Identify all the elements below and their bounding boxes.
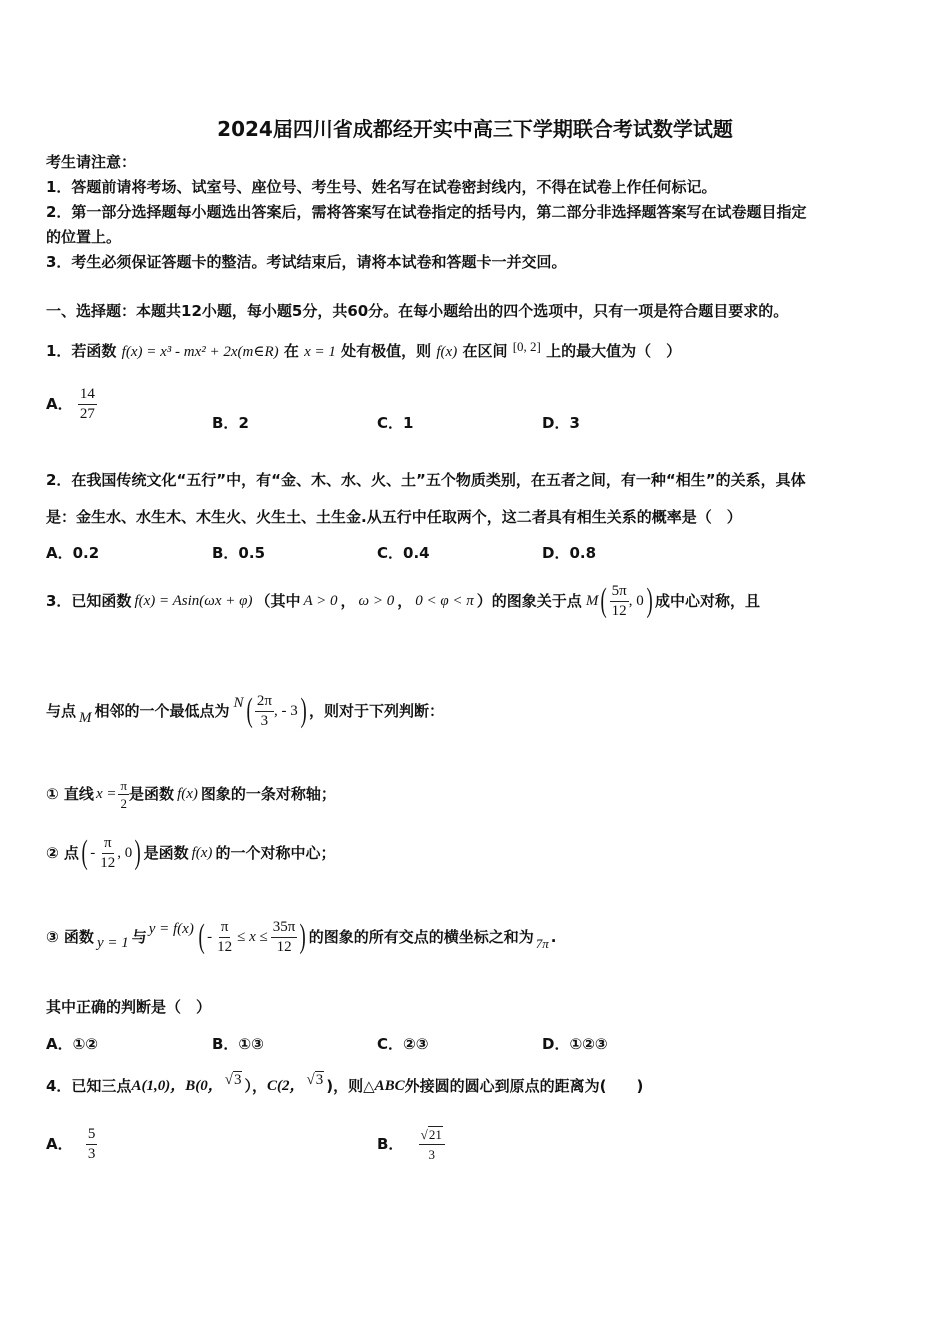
q3-j3-fraction-2 bbox=[271, 919, 298, 956]
q2-option-d[interactable]: D．0.8 bbox=[542, 544, 597, 562]
q3-j2-minus: - bbox=[90, 845, 96, 861]
q3-text-7: ，则对于下列判断： bbox=[309, 702, 445, 720]
q1-function-formula: f(x) = x³ - mx² + 2x(m∈R) bbox=[121, 344, 279, 360]
question-3-stem: 3．已知函数 f(x) = Asin(ωx + φ) （其中 A > 0 ， ω > 0 ， 0 < φ < π ）的图象关于点 M ( $\frac{5\pi}{12}$ , 0 ) 成中心对称，且 bbox=[46, 582, 761, 619]
fraction-numerator: 5π bbox=[610, 583, 629, 602]
q3-j3-value: 7π bbox=[535, 936, 549, 951]
q3-option-d[interactable]: D．①②③ bbox=[542, 1035, 608, 1053]
q1-option-b-label: B． bbox=[212, 414, 239, 432]
q4-option-b-label: B． bbox=[377, 1135, 404, 1153]
q4-option-b-sqrt: √21 bbox=[420, 1127, 442, 1142]
q1-option-a-label: A． bbox=[46, 395, 73, 413]
q3-text-6: 相邻的一个最低点为 bbox=[94, 702, 230, 720]
fraction-numerator: 5 bbox=[87, 1126, 96, 1142]
notice-item-2-cont: 的位置上。 bbox=[46, 228, 122, 246]
q3-j3-end: . bbox=[550, 928, 557, 946]
q3-j2-text-3: 的一个对称中心； bbox=[215, 844, 336, 862]
q3-function-formula: f(x) = Asin(ωx + φ) bbox=[134, 593, 253, 609]
q3-j1-text-2: 是函数 bbox=[129, 785, 175, 803]
q3-j3-text-3: 的图象的所有交点的横坐标之和为 bbox=[308, 928, 534, 946]
fraction-denominator: 27 bbox=[79, 406, 95, 422]
q4-point-a: A(1,0)， bbox=[131, 1078, 186, 1094]
q4-point-c: C(2， bbox=[266, 1078, 305, 1094]
q1-text-1: 1．若函数 bbox=[46, 342, 117, 360]
q3-j1-fx: f(x) bbox=[177, 786, 198, 802]
q3-j1-fraction bbox=[118, 778, 129, 811]
q1-option-a-fraction bbox=[78, 386, 97, 423]
q3-point-m: M bbox=[585, 593, 599, 609]
sqrt-radicand: 3 bbox=[233, 1072, 242, 1088]
fraction-denominator: 12 bbox=[217, 938, 233, 955]
q3-option-a[interactable]: A．①② bbox=[46, 1035, 99, 1053]
q3-point-n-tail: , - 3 bbox=[273, 703, 298, 719]
fraction-numerator: π bbox=[219, 919, 231, 938]
q3-j2-text-2: 是函数 bbox=[143, 844, 189, 862]
q3-j2-tail: , 0 bbox=[117, 845, 133, 861]
q3-text-3: ）的图象关于点 bbox=[476, 592, 582, 610]
q3-point-m-fraction bbox=[610, 583, 629, 620]
q3-j3-fx: y = f(x) bbox=[148, 921, 194, 937]
q4-option-a[interactable] bbox=[46, 1126, 97, 1163]
q4-text-3: )，则△ bbox=[326, 1077, 375, 1095]
question-4-stem bbox=[46, 1068, 643, 1104]
q1-text-5: 上的最大值为（ ） bbox=[546, 342, 682, 360]
q4-text-1: 4．已知三点 bbox=[46, 1077, 132, 1095]
fraction-denominator: 3 bbox=[260, 712, 269, 729]
q4-sqrt-2: √3 bbox=[306, 1072, 324, 1088]
q3-judgment-2: ② 点 ( - $\frac{\pi}{12}$ , 0 ) 是函数 f(x) 的一个对称中心； bbox=[46, 834, 336, 871]
fraction-numerator bbox=[419, 1126, 445, 1145]
fraction-denominator: 3 bbox=[428, 1147, 435, 1162]
q1-option-c[interactable] bbox=[377, 412, 413, 433]
q4-text-4: 外接圆的圆心到原点的距离为( ) bbox=[404, 1077, 644, 1095]
q4-option-a-label: A． bbox=[46, 1135, 73, 1153]
fraction-numerator: π bbox=[102, 835, 114, 854]
q4-point-b: B(0， bbox=[185, 1078, 223, 1094]
q3-j1-text-1: ① 直线 bbox=[46, 785, 94, 803]
q3-condition-omega: ω > 0 bbox=[358, 593, 395, 609]
fraction-numerator: 35π bbox=[271, 919, 298, 938]
q1-text-3: 处有极值，则 bbox=[341, 342, 432, 360]
q2-option-c[interactable]: C．0.4 bbox=[377, 544, 430, 562]
q2-option-a[interactable]: A．0.2 bbox=[46, 544, 100, 562]
q1-text-4: 在区间 bbox=[462, 342, 508, 360]
page-title: 2024届四川省成都经开实中高三下学期联合考试数学试题 bbox=[217, 117, 733, 141]
q3-j2-text-1: ② 点 bbox=[46, 844, 79, 862]
q3-point-n: N bbox=[233, 695, 244, 711]
q1-condition: x = 1 bbox=[304, 344, 336, 360]
q3-option-b[interactable]: B．①③ bbox=[212, 1035, 264, 1053]
q4-option-a-fraction bbox=[86, 1126, 98, 1163]
fraction-numerator: 2π bbox=[255, 693, 274, 712]
fraction-numerator: 14 bbox=[78, 386, 97, 405]
sqrt-radicand: 3 bbox=[315, 1072, 324, 1088]
notice-item-1: 1．答题前请将考场、试室号、座位号、考生号、姓名写在试卷密封线内，不得在试卷上作任何标记。 bbox=[46, 178, 717, 196]
question-2-line-2: 是：金生水、水生木、木生火、火生土、土生金.从五行中任取两个，这二者具有相生关系的概率是（ ） bbox=[46, 508, 742, 526]
q2-option-b[interactable]: B．0.5 bbox=[212, 544, 266, 562]
q3-ask: 其中正确的判断是（ ） bbox=[46, 998, 212, 1016]
fraction-denominator: 2 bbox=[120, 795, 127, 811]
q3-condition-a: A > 0 bbox=[303, 593, 338, 609]
q1-option-d[interactable] bbox=[542, 412, 580, 433]
q3-text-1: 3．已知函数 bbox=[46, 592, 132, 610]
q3-j3-fraction-1 bbox=[215, 919, 234, 956]
q3-option-c[interactable]: C．②③ bbox=[377, 1035, 429, 1053]
q3-j2-fraction bbox=[98, 835, 117, 872]
q1-option-b[interactable] bbox=[212, 412, 249, 433]
notice-item-2: 2．第一部分选择题每小题选出答案后，需将答案写在试卷指定的括号内，第二部分非选择题答案写在试卷题目指定 bbox=[46, 203, 807, 221]
q3-judgment-1 bbox=[46, 774, 336, 814]
question-3-stem-cont: 与点 M 相邻的一个最低点为 N ( $\frac{2\pi}{3}$ , - 3 ) ，则对于下列判断： bbox=[46, 692, 445, 729]
q3-j3-minus: - bbox=[207, 929, 213, 945]
q3-point-n-fraction bbox=[255, 693, 274, 730]
question-2-line-1: 2．在我国传统文化“五行”中，有“金、木、水、火、土”五个物质类别，在五者之间，有一种“相生”的关系，具体 bbox=[46, 471, 806, 489]
fraction-denominator: 12 bbox=[611, 602, 627, 619]
q1-interval: [0, 2] bbox=[512, 339, 541, 354]
q4-option-b[interactable] bbox=[377, 1126, 445, 1163]
q1-option-c-value: 1 bbox=[403, 414, 414, 432]
q4-option-b-fraction bbox=[419, 1126, 445, 1163]
fraction-denominator: 12 bbox=[100, 854, 116, 871]
q3-j2-fx: f(x) bbox=[191, 845, 213, 861]
q1-option-c-label: C． bbox=[377, 414, 404, 432]
fraction-denominator: 12 bbox=[276, 938, 292, 955]
q3-j3-text-2: 与 bbox=[131, 928, 147, 946]
notice-heading: 考生请注意： bbox=[46, 153, 137, 171]
q3-j3-y: y = 1 bbox=[96, 935, 129, 951]
q3-j3-inequality: ≤ x ≤ bbox=[237, 929, 268, 945]
sqrt-radicand: 21 bbox=[428, 1127, 442, 1142]
q3-text-5: 与点 bbox=[46, 702, 77, 720]
q3-text-2: （其中 bbox=[255, 592, 301, 610]
q4-text-2: ）， bbox=[244, 1077, 267, 1095]
q1-fx: f(x) bbox=[436, 344, 458, 360]
q1-text-2: 在 bbox=[283, 342, 299, 360]
section-heading: 一、选择题：本题共12小题，每小题5分，共60分。在每小题给出的四个选项中，只有一项是符合题目要求的。 bbox=[46, 302, 789, 320]
q3-text-4: 成中心对称，且 bbox=[655, 592, 761, 610]
fraction-numerator: π bbox=[120, 777, 128, 793]
q3-j1-x: x = bbox=[95, 786, 117, 802]
q3-point-m-ref: M bbox=[79, 710, 92, 726]
q3-judgment-3: ③ 函数 y = 1 与 y = f(x) ( - $\frac{\pi}{12}$ ≤ x ≤ $\frac{35\pi}{12}$ ) 的图象的所有交点的横坐标之和为 7π . bbox=[46, 918, 557, 955]
q1-option-d-label: D． bbox=[542, 414, 570, 432]
q3-condition-phi: 0 < φ < π bbox=[415, 593, 474, 609]
q4-sqrt-1: √3 bbox=[224, 1072, 242, 1088]
q1-option-d-value: 3 bbox=[569, 414, 580, 432]
notice-item-3: 3．考生必须保证答题卡的整洁。考试结束后，请将本试卷和答题卡一并交回。 bbox=[46, 253, 567, 271]
q4-triangle: ABC bbox=[374, 1078, 405, 1094]
q1-option-b-value: 2 bbox=[238, 414, 249, 432]
fraction-denominator: 3 bbox=[87, 1146, 96, 1162]
q1-option-a[interactable] bbox=[46, 386, 97, 423]
q3-j3-text-1: ③ 函数 bbox=[46, 928, 94, 946]
q3-j1-text-3: 图象的一条对称轴； bbox=[200, 785, 336, 803]
q3-point-m-tail: , 0 bbox=[628, 593, 644, 609]
question-1-stem bbox=[46, 338, 681, 361]
